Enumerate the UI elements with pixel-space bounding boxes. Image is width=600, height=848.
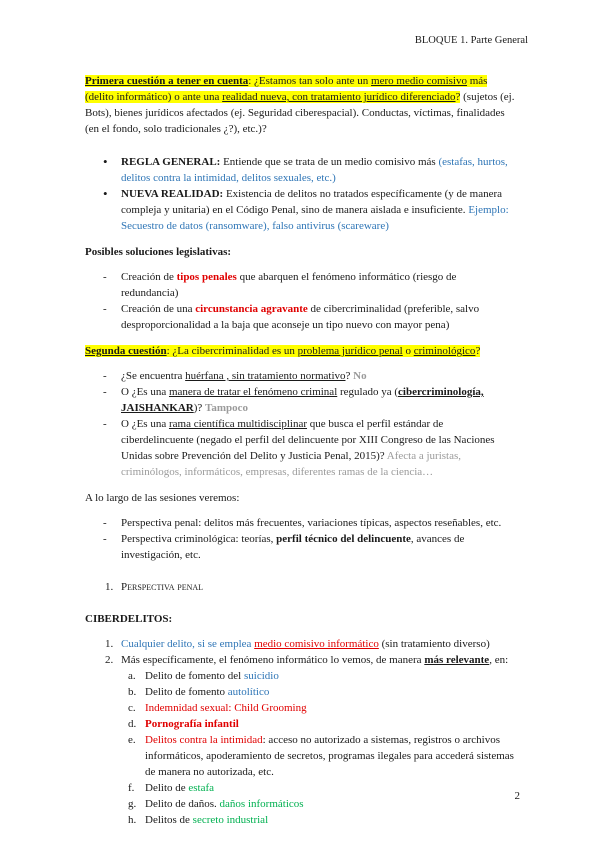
second-question-list <box>85 368 515 480</box>
bullet-list <box>85 154 515 234</box>
solutions-list <box>85 269 515 333</box>
sessions-list <box>85 515 515 563</box>
ciberdelitos-heading: CIBERDELITOS: <box>85 613 173 625</box>
page-number: 2 <box>514 790 520 802</box>
first-question-highlight: Primera cuestión a tener en cuenta: ¿Estamos tan solo ante un mero medio comisivo más (delito informático) o ante una realidad nueva, con tratamiento jurídico diferenciado? <box>85 75 488 103</box>
sub-item-autolitico: b. Delito de fomento autolítico <box>128 686 270 698</box>
ciber-sublist <box>85 668 515 828</box>
second-question-highlight: Segunda cuestión: ¿La cibercriminalidad es un problema jurídico penal o criminológico? <box>85 345 481 357</box>
sessions-heading: A lo largo de las sesiones veremos: <box>85 492 240 504</box>
document-body <box>85 73 515 828</box>
question-item: - O ¿Es una manera de tratar el fenómeno criminal regulado ya (cibercriminología, JAISHANKAR)? Tampoco <box>85 384 515 416</box>
first-question: Primera cuestión a tener en cuenta: ¿Estamos tan solo ante un mero medio comisivo más (delito informático) o ante una realidad nueva, con tratamiento jurídico diferenciado? (sujetos (ej. Bots), bienes jurídicos afectados (ej. Seguridad ciberespacial). Conductas, víctimas, finalidades (en el fondo, solo tradicionales ¿?), etc.)? <box>85 75 515 135</box>
section-heading: 1. Perspectiva penal <box>105 581 204 593</box>
sub-item-grooming: c. Indemnidad sexual: Child Grooming <box>128 702 307 714</box>
sub-item-estafa: f. Delito de estafa <box>128 782 215 794</box>
second-question <box>85 343 515 359</box>
sub-item-intimidad: e. Delitos contra la intimidad: acceso no autorizado a sistemas, registros o archivos informáticos, apoderamiento de secretos, programas ilegales para accederá sistemas de manera no autorizada, etc. <box>128 734 514 778</box>
ciber-item-1: 1. Cualquier delito, si se emplea medio comisivo informático (sin tratamiento diverso) <box>105 638 490 650</box>
bullet-nueva-realidad: • NUEVA REALIDAD: Existencia de delitos no tratados específicamente (y de manera compleja y unitaria) en el Código Penal, sino de manera aislada e insuficiente. Ejemplo: Secuestro de datos (ransomware), falso antivirus (scareware) <box>85 186 515 234</box>
solution-item: - Creación de tipos penales que abarquen el fenómeno informático (riesgo de redundancia) <box>85 269 515 301</box>
bullet-regla-general: • REGLA GENERAL: Entiende que se trata de un medio comisivo más (estafas, hurtos, delitos contra la intimidad, delitos sexuales, etc.) <box>85 154 515 186</box>
sub-item-pornografia: d. Pornografía infantil <box>128 718 239 730</box>
solutions-heading: Posibles soluciones legislativas: <box>85 246 232 258</box>
session-item: - Perspectiva penal: delitos más frecuentes, variaciones típicas, aspectos reseñables, etc. <box>85 515 515 531</box>
question-item: - ¿Se encuentra huérfana , sin tratamiento normativo? No <box>85 368 515 384</box>
sub-item-suicidio: a. Delito de fomento del suicidio <box>128 670 279 682</box>
page-header: BLOQUE 1. Parte General <box>414 35 528 46</box>
session-item: - Perspectiva criminológica: teorías, perfil técnico del delincuente, avances de investigación, etc. <box>85 531 515 563</box>
sub-item-secreto: h. Delitos de secreto industrial <box>128 814 269 826</box>
ciber-item-2: 2. Más específicamente, el fenómeno informático lo vemos, de manera más relevante, en: <box>105 654 509 666</box>
sub-item-danos: g. Delito de daños. daños informáticos <box>128 798 304 810</box>
question-item: - O ¿Es una rama científica multidisciplinar que busca el perfil estándar de ciberdelincuente (negado el perfil del delincuente por XIII Congreso de las Naciones Unidas sobre Prevención del Delito y Justicia Penal, 2015)? Afecta a juristas, criminólogos, informáticos, empresas, diferentes ramas de la ciencia… <box>85 416 515 480</box>
solution-item: - Creación de una circunstancia agravante de cibercriminalidad (preferible, salvo desproporcionalidad a la baja que aconseje un tipo nuevo con mayor pena) <box>85 301 515 333</box>
